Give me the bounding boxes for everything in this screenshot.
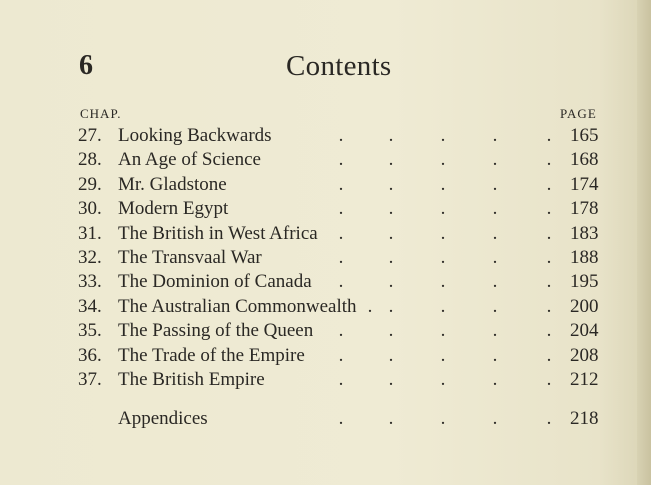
- chapter-page: 165: [570, 125, 599, 146]
- chapter-title: An Age of Science: [118, 149, 261, 171]
- leader-dot: .: [338, 344, 344, 366]
- leader-dot: .: [546, 295, 552, 317]
- leader-dot: .: [338, 149, 344, 171]
- leader-dot: .: [338, 198, 344, 220]
- chapter-page: 200: [570, 295, 599, 317]
- leader-dot: .: [388, 198, 394, 220]
- leader-dot: .: [546, 125, 552, 146]
- leader-dot: .: [546, 344, 552, 366]
- chapter-title: The Dominion of Canada: [118, 271, 312, 293]
- page-column-header: PAGE: [560, 106, 597, 121]
- leader-dot: .: [338, 320, 344, 342]
- leader-dot: .: [388, 149, 394, 171]
- leader-dot: .: [440, 344, 446, 366]
- leader-dot: .: [440, 271, 446, 293]
- chapter-title: Mr. Gladstone: [118, 173, 227, 195]
- leader-dot: .: [492, 198, 498, 220]
- leader-dot: .: [492, 173, 498, 195]
- contents-entry: [0, 148, 651, 172]
- chapter-number: 36.: [78, 344, 102, 366]
- contents-entry: [0, 197, 651, 221]
- chapter-number: 27.: [78, 125, 102, 146]
- dot-leader: [0, 344, 651, 368]
- dot-leader: [0, 368, 651, 392]
- leader-dot: .: [440, 368, 446, 390]
- contents-entry: [0, 222, 651, 246]
- page-title: Contents: [286, 50, 392, 82]
- leader-dot: .: [546, 320, 552, 342]
- leader-dot: .: [338, 222, 344, 244]
- leader-dot: .: [338, 173, 344, 195]
- leader-dot: .: [492, 320, 498, 342]
- leader-dot: .: [440, 246, 446, 268]
- chapter-page: 168: [570, 149, 599, 171]
- leader-dot: .: [440, 222, 446, 244]
- chapter-number: 29.: [78, 173, 102, 195]
- contents-entry: [0, 246, 651, 270]
- leader-dot: .: [388, 320, 394, 342]
- leader-dot: .: [492, 271, 498, 293]
- leader-dot: .: [388, 173, 394, 195]
- leader-dot: .: [388, 408, 394, 429]
- chapter-title: The British Empire: [118, 368, 265, 390]
- leader-dot: .: [440, 198, 446, 220]
- leader-dot: .: [388, 295, 394, 317]
- leader-dot: .: [440, 295, 446, 317]
- leader-dot: .: [492, 149, 498, 171]
- leader-dot: .: [338, 368, 344, 390]
- chapter-number: 28.: [78, 149, 102, 171]
- dot-leader: [0, 295, 651, 319]
- leader-dot: .: [338, 125, 344, 146]
- leader-dot: .: [492, 246, 498, 268]
- contents-entry: [0, 173, 651, 197]
- chapter-number: 34.: [78, 295, 102, 317]
- dot-leader: [0, 406, 651, 430]
- appendix-entry: [0, 406, 651, 432]
- contents-entry: [0, 319, 651, 343]
- leader-dot: .: [492, 344, 498, 366]
- leader-dot: .: [546, 408, 552, 429]
- leader-dot: .: [367, 295, 373, 317]
- dot-leader: [0, 148, 651, 172]
- leader-dot: .: [546, 222, 552, 244]
- chapter-title: Modern Egypt: [118, 198, 229, 220]
- leader-dot: .: [492, 368, 498, 390]
- leader-dot: .: [338, 408, 344, 429]
- leader-dot: .: [546, 246, 552, 268]
- chapter-number: 35.: [78, 320, 102, 342]
- chapter-title: Looking Backwards: [118, 125, 272, 146]
- chapter-title: The Passing of the Queen: [118, 320, 314, 342]
- leader-dot: .: [440, 320, 446, 342]
- leader-dot: .: [388, 368, 394, 390]
- chapter-number: 37.: [78, 368, 102, 390]
- chapter-page: 178: [570, 198, 599, 220]
- dot-leader: [0, 124, 651, 148]
- leader-dot: .: [492, 295, 498, 317]
- leader-dot: .: [388, 344, 394, 366]
- leader-dot: .: [440, 408, 446, 429]
- chapter-number: 30.: [78, 198, 102, 220]
- leader-dot: .: [546, 271, 552, 293]
- chapter-page: 183: [570, 222, 599, 244]
- contents-entry: [0, 368, 651, 392]
- leader-dot: .: [492, 222, 498, 244]
- chapter-page: 188: [570, 246, 599, 268]
- contents-entry: [0, 344, 651, 368]
- chapter-number: 33.: [78, 271, 102, 293]
- chapter-page: 195: [570, 271, 599, 293]
- contents-entry: [0, 124, 651, 148]
- dot-leader: [0, 197, 651, 221]
- leader-dot: .: [388, 271, 394, 293]
- leader-dot: .: [338, 246, 344, 268]
- leader-dot: .: [388, 125, 394, 146]
- leader-dot: .: [546, 368, 552, 390]
- leader-dot: .: [492, 408, 498, 429]
- leader-dot: .: [440, 173, 446, 195]
- leader-dot: .: [546, 198, 552, 220]
- dot-leader: [0, 319, 651, 343]
- page-number: 6: [79, 50, 94, 81]
- leader-dot: .: [440, 149, 446, 171]
- dot-leader: [0, 222, 651, 246]
- leader-dot: .: [388, 246, 394, 268]
- appendix-page: 218: [570, 408, 599, 429]
- chapter-title: The Transvaal War: [118, 246, 262, 268]
- contents-list: [0, 124, 651, 392]
- leader-dot: .: [492, 125, 498, 146]
- leader-dot: .: [440, 125, 446, 146]
- dot-leader: [0, 173, 651, 197]
- chapter-column-header: CHAP.: [80, 106, 122, 121]
- leader-dot: .: [338, 271, 344, 293]
- chapter-page: 174: [570, 173, 599, 195]
- leader-dot: .: [388, 222, 394, 244]
- chapter-title: The Australian Commonwealth: [118, 295, 357, 317]
- chapter-number: 32.: [78, 246, 102, 268]
- leader-dot: .: [546, 149, 552, 171]
- chapter-number: 31.: [78, 222, 102, 244]
- chapter-page: 208: [570, 344, 599, 366]
- contents-entry: [0, 295, 651, 319]
- chapter-page: 212: [570, 368, 599, 390]
- chapter-title: The Trade of the Empire: [118, 344, 305, 366]
- chapter-title: The British in West Africa: [118, 222, 318, 244]
- contents-entry: [0, 270, 651, 294]
- appendix-title: Appendices: [118, 408, 208, 429]
- dot-leader: [0, 246, 651, 270]
- chapter-page: 204: [570, 320, 599, 342]
- leader-dot: .: [546, 173, 552, 195]
- dot-leader: [0, 270, 651, 294]
